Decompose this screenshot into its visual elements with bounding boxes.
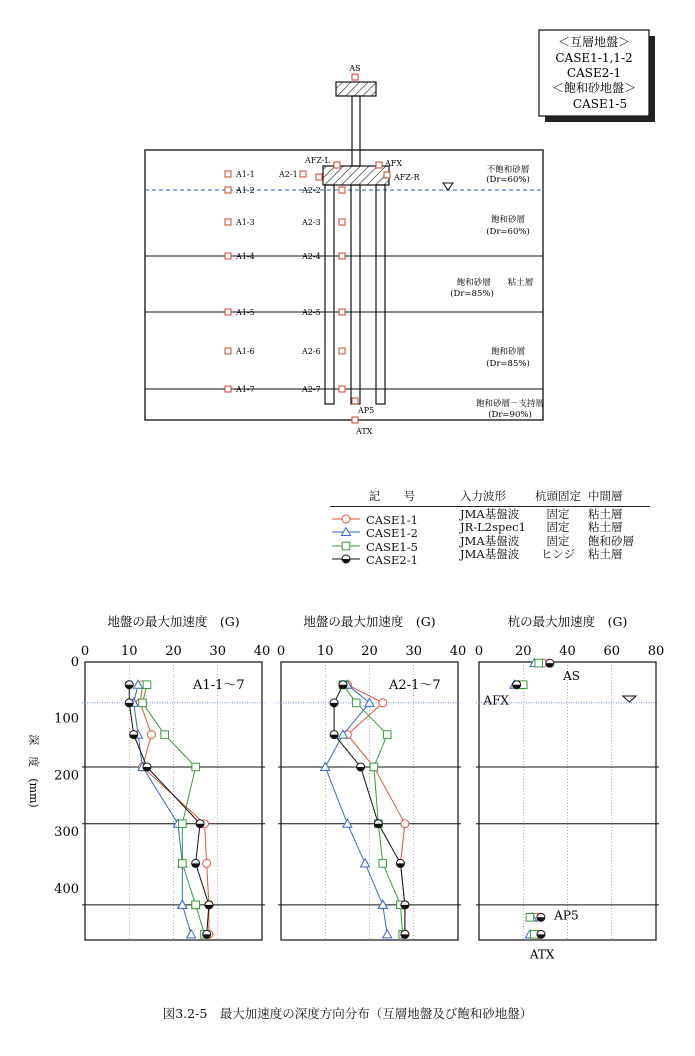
data-point bbox=[139, 699, 147, 707]
sensor-a1-label: A1-5 bbox=[236, 308, 255, 317]
legend-wave: JMA基盤波 bbox=[460, 533, 520, 548]
legend-symbol bbox=[330, 539, 362, 553]
data-point bbox=[396, 859, 404, 867]
layer-name: 不飽和砂層 bbox=[486, 165, 530, 175]
legend-wave: JMA基盤波 bbox=[460, 506, 520, 521]
pile-right bbox=[376, 185, 385, 404]
series-line bbox=[383, 905, 387, 935]
data-point bbox=[378, 900, 387, 908]
chart-ground-a2 bbox=[277, 614, 466, 940]
sensor-a2-label: A2-7 bbox=[302, 385, 321, 394]
sensor-a1-label: A1-3 bbox=[236, 218, 255, 227]
legend-marker bbox=[342, 555, 350, 563]
chart-pile bbox=[475, 614, 664, 961]
legend-symbol bbox=[330, 525, 362, 539]
top-mass bbox=[336, 82, 376, 96]
layer-labels bbox=[450, 164, 544, 420]
data-point bbox=[143, 763, 151, 771]
sensor-a2-label: A2-5 bbox=[302, 308, 321, 317]
legend-symbol bbox=[330, 552, 362, 566]
series-line bbox=[334, 685, 405, 905]
sensor-a1-marker bbox=[225, 187, 231, 193]
column bbox=[352, 96, 360, 166]
case-box bbox=[539, 30, 655, 122]
layer-name: 飽和砂層 粘土層 bbox=[456, 278, 534, 288]
layer-dr: (Dr=85%) bbox=[486, 359, 530, 369]
series-line bbox=[143, 685, 196, 905]
sensor-a1-label: A1-2 bbox=[236, 186, 255, 195]
data-point bbox=[513, 681, 521, 689]
x-tick-label: 0 bbox=[474, 644, 484, 659]
pile-left bbox=[325, 185, 334, 404]
sensor-label-as: AS bbox=[349, 64, 361, 73]
y-tick-label: 400 bbox=[54, 881, 79, 897]
legend-header bbox=[330, 488, 650, 507]
data-point bbox=[125, 699, 133, 707]
sensor-a1-label: A1-7 bbox=[236, 385, 255, 394]
case-box-line: ＜飽和砂地盤＞ bbox=[551, 81, 637, 95]
x-tick-label: 80 bbox=[647, 644, 665, 659]
legend-symbol bbox=[330, 512, 362, 526]
chart-title: 地盤の最大加速度 (G) bbox=[107, 614, 240, 629]
soil-sensor-columns bbox=[225, 170, 345, 394]
x-tick-label: 40 bbox=[559, 644, 576, 659]
sensor-a1-label: A1-4 bbox=[236, 252, 255, 261]
data-point bbox=[343, 819, 352, 827]
legend-fixity: 固定 bbox=[546, 533, 570, 548]
sensor-a2-marker bbox=[339, 253, 345, 259]
data-point bbox=[321, 762, 330, 770]
sensor-a1-marker bbox=[225, 253, 231, 259]
y-axis-label: 深 度 (mm) bbox=[27, 734, 40, 808]
data-point bbox=[401, 820, 409, 828]
layer-dr: (Dr=60%) bbox=[486, 175, 530, 185]
series-line bbox=[134, 685, 183, 905]
sensor-a1-label: A1-1 bbox=[236, 170, 255, 179]
legend-case-label: CASE1-5 bbox=[366, 539, 418, 554]
data-point bbox=[383, 731, 391, 739]
legend-marker bbox=[342, 515, 350, 523]
legend-marker bbox=[342, 542, 350, 550]
data-point bbox=[143, 681, 151, 689]
legend-fixity: 固定 bbox=[546, 506, 570, 521]
sensor-a1-marker bbox=[225, 171, 231, 177]
case-box-line: CASE1-5 bbox=[572, 97, 628, 111]
y-tick-label: 300 bbox=[54, 825, 79, 841]
x-tick-label: 40 bbox=[449, 644, 467, 659]
y-tick-label: 0 bbox=[70, 655, 79, 670]
case-box-line: CASE1-1,1-2 bbox=[555, 51, 633, 65]
x-tick-label: 30 bbox=[209, 644, 227, 659]
data-point bbox=[192, 763, 200, 771]
x-tick-label: 20 bbox=[514, 644, 532, 659]
x-tick-label: 10 bbox=[120, 644, 138, 659]
sensor-a2-marker bbox=[339, 187, 345, 193]
point-label: AP5 bbox=[554, 908, 579, 923]
data-point bbox=[537, 930, 545, 938]
sensor-label-afx: AFX bbox=[385, 159, 403, 168]
series-line bbox=[182, 905, 191, 935]
panel-annotation: A2-1～7 bbox=[389, 678, 441, 693]
data-point bbox=[192, 859, 200, 867]
data-point bbox=[370, 763, 378, 771]
legend-mid-layer: 粘土層 bbox=[588, 547, 623, 562]
legend-wave: JR-L2spec1 bbox=[460, 520, 526, 535]
layer-dr: (Dr=90%) bbox=[488, 410, 532, 420]
data-point bbox=[125, 681, 133, 689]
case-box-line: ＜互層地盤＞ bbox=[557, 35, 631, 49]
layer-name: 飽和砂層 bbox=[490, 215, 526, 225]
series-line bbox=[129, 685, 209, 905]
y-tick-label: 100 bbox=[54, 711, 79, 727]
data-point bbox=[179, 860, 187, 868]
sensor-a1-marker bbox=[225, 219, 231, 225]
data-point bbox=[383, 930, 392, 938]
legend-header-cell: 杭頭固定 bbox=[535, 489, 581, 503]
data-point bbox=[401, 930, 409, 938]
chart-ground-a1 bbox=[27, 614, 270, 940]
layer-name: 飽和砂層 bbox=[490, 347, 526, 357]
footing bbox=[323, 166, 389, 185]
legend-fixity: 固定 bbox=[546, 520, 570, 535]
y-tick-label: 200 bbox=[54, 768, 79, 784]
series-line bbox=[196, 905, 205, 935]
sensor-a2-label: A2-2 bbox=[302, 186, 321, 195]
data-point bbox=[546, 659, 554, 667]
depth-profile-charts bbox=[0, 610, 695, 970]
x-tick-label: 40 bbox=[253, 644, 271, 659]
legend-header-cell: 入力波形 bbox=[460, 489, 506, 503]
legend-case-label: CASE1-1 bbox=[366, 512, 418, 527]
data-point bbox=[203, 859, 211, 867]
legend-fixity: ヒンジ bbox=[540, 547, 576, 562]
data-point bbox=[379, 860, 387, 868]
data-point bbox=[130, 731, 138, 739]
legend-mid-layer: 粘土層 bbox=[588, 520, 623, 535]
data-point bbox=[365, 698, 374, 706]
sensor-label-atx: ATX bbox=[356, 427, 373, 436]
legend-wave: JMA基盤波 bbox=[460, 547, 520, 562]
sensor-a1-label: A1-6 bbox=[236, 347, 255, 356]
data-point bbox=[352, 699, 360, 707]
sensor-label-afzl: AFZ-L bbox=[305, 156, 330, 165]
sensor-a2-marker bbox=[339, 386, 345, 392]
sensor-a2-label: A2-6 bbox=[302, 347, 321, 356]
water-level-symbol bbox=[623, 696, 636, 702]
chart-title: 杭の最大加速度 (G) bbox=[507, 614, 628, 629]
sensor-a2-marker bbox=[339, 348, 345, 354]
sensor-a1-marker bbox=[225, 386, 231, 392]
case-box-line: CASE2-1 bbox=[566, 66, 622, 80]
legend-case-label: CASE1-2 bbox=[366, 526, 418, 541]
layer-name: 飽和砂層－支持層 bbox=[475, 399, 545, 409]
data-point bbox=[203, 930, 211, 938]
data-point bbox=[187, 930, 196, 938]
point-label: ATX bbox=[529, 947, 555, 962]
data-point bbox=[196, 820, 204, 828]
data-point bbox=[330, 731, 338, 739]
legend-case-label: CASE2-1 bbox=[366, 553, 418, 568]
data-point bbox=[357, 763, 365, 771]
data-point bbox=[361, 859, 370, 867]
sensor-label-ap5: AP5 bbox=[358, 406, 375, 415]
data-point bbox=[179, 820, 187, 828]
data-point bbox=[401, 901, 409, 909]
data-point bbox=[192, 901, 200, 909]
sensor-a2-marker bbox=[339, 219, 345, 225]
x-tick-label: 0 bbox=[276, 644, 286, 659]
pile-center bbox=[351, 185, 360, 404]
sensor-a1-marker bbox=[225, 348, 231, 354]
data-point bbox=[339, 681, 347, 689]
sensor-a1-marker bbox=[225, 309, 231, 315]
point-label: AFX bbox=[483, 693, 509, 708]
sensor-a2-label: A2-3 bbox=[302, 218, 321, 227]
data-point bbox=[161, 731, 169, 739]
sensor-label-afzr: AFZ-R bbox=[394, 173, 420, 182]
x-tick-label: 20 bbox=[361, 644, 378, 659]
series-line bbox=[343, 685, 401, 905]
legend-header-cell: 記 号 bbox=[368, 489, 422, 503]
legend-mid-layer: 粘土層 bbox=[588, 506, 623, 521]
point-label: AS bbox=[563, 669, 580, 684]
layer-dr: (Dr=60%) bbox=[486, 227, 530, 237]
series-line bbox=[400, 905, 402, 935]
chart-title: 地盤の最大加速度 (G) bbox=[303, 614, 436, 629]
data-point bbox=[178, 900, 187, 908]
sensor-a2-marker bbox=[339, 309, 345, 315]
sensor-a2-label: A2-1 bbox=[279, 170, 298, 179]
legend-header-cell: 中間層 bbox=[588, 489, 623, 503]
x-tick-label: 60 bbox=[603, 644, 621, 659]
panel-annotation: A1-1～7 bbox=[193, 678, 245, 693]
data-point bbox=[526, 914, 534, 922]
figure-caption: 図3.2-5 最大加速度の深度方向分布（互層地盤及び飽和砂地盤） bbox=[162, 1006, 533, 1021]
water-level-symbol bbox=[443, 183, 453, 190]
model-schematic bbox=[0, 0, 695, 480]
x-tick-label: 0 bbox=[80, 644, 90, 659]
data-point bbox=[535, 659, 543, 667]
data-point bbox=[374, 820, 382, 828]
data-point bbox=[205, 901, 213, 909]
legend-mid-layer: 飽和砂層 bbox=[588, 533, 634, 548]
legend-table bbox=[330, 488, 650, 568]
data-point bbox=[537, 913, 545, 921]
data-point bbox=[330, 699, 338, 707]
data-point bbox=[379, 699, 387, 707]
x-tick-label: 30 bbox=[405, 644, 423, 659]
sensor-a2-label: A2-4 bbox=[302, 252, 321, 261]
layer-dr: (Dr=85%) bbox=[450, 289, 494, 299]
data-point bbox=[147, 731, 155, 739]
x-tick-label: 10 bbox=[316, 644, 334, 659]
x-tick-label: 20 bbox=[165, 644, 182, 659]
